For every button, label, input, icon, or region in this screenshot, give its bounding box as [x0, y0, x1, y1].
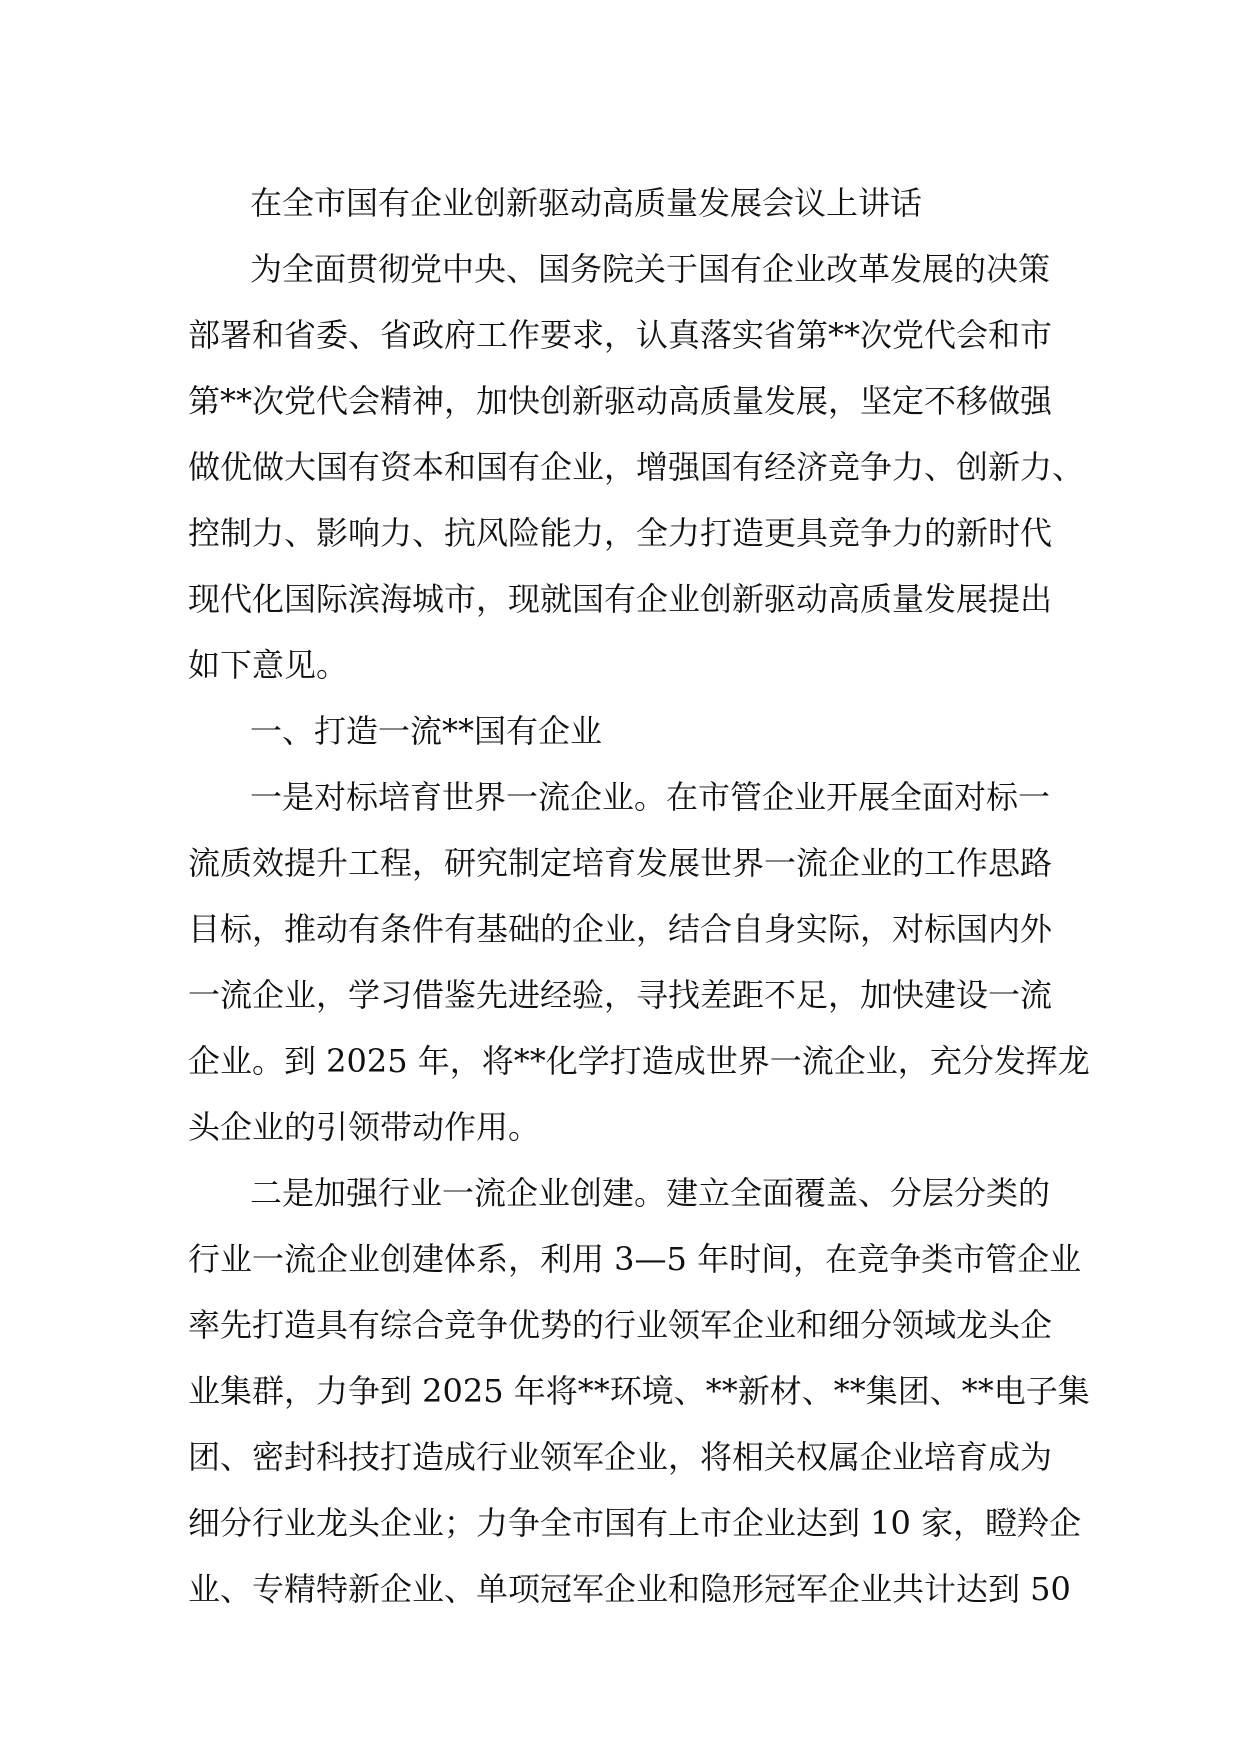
paragraph-line: 率先打造具有综合竞争优势的行业领军企业和细分领域龙头企 [188, 1306, 1053, 1344]
paragraph-line: 一是对标培育世界一流企业。在市管企业开展全面对标一 [250, 778, 1051, 816]
paragraph-line: 头企业的引领带动作用。 [188, 1108, 541, 1146]
paragraph-line: 部署和省委、省政府工作要求，认真落实省第**次党代会和市 [188, 316, 1053, 354]
document-page [188, 170, 1090, 1622]
paragraph-line: 第**次党代会精神，加快创新驱动高质量发展，坚定不移做强 [188, 382, 1053, 420]
paragraph-line: 企业。到 2025 年，将**化学打造成世界一流企业，充分发挥龙 [188, 1042, 1090, 1080]
paragraph-line: 业集群，力争到 2025 年将**环境、**新材、**集团、**电子集 [188, 1372, 1090, 1410]
paragraph-line: 目标，推动有条件有基础的企业，结合自身实际，对标国内外 [188, 910, 1053, 948]
paragraph-line: 为全面贯彻党中央、国务院关于国有企业改革发展的决策 [250, 250, 1051, 288]
document-title: 在全市国有企业创新驱动高质量发展会议上讲话 [250, 184, 923, 222]
paragraph-line: 控制力、影响力、抗风险能力，全力打造更具竞争力的新时代 [188, 514, 1053, 552]
paragraph-line: 二是加强行业一流企业创建。建立全面覆盖、分层分类的 [250, 1174, 1051, 1212]
paragraph-line: 如下意见。 [188, 646, 349, 684]
paragraph-line: 做优做大国有资本和国有企业，增强国有经济竞争力、创新力、 [188, 448, 1085, 486]
paragraph-line: 业、专精特新企业、单项冠军企业和隐形冠军企业共计达到 50 [188, 1570, 1071, 1608]
section-heading: 一、打造一流**国有企业 [250, 712, 603, 750]
paragraph-line: 团、密封科技打造成行业领军企业，将相关权属企业培育成为 [188, 1438, 1053, 1476]
paragraph-line: 现代化国际滨海城市，现就国有企业创新驱动高质量发展提出 [188, 580, 1053, 618]
paragraph-line: 流质效提升工程，研究制定培育发展世界一流企业的工作思路 [188, 844, 1053, 882]
paragraph-line: 行业一流企业创建体系，利用 3—5 年时间，在竞争类市管企业 [188, 1240, 1082, 1278]
paragraph-line: 一流企业，学习借鉴先进经验，寻找差距不足，加快建设一流 [188, 976, 1053, 1014]
paragraph-line: 细分行业龙头企业；力争全市国有上市企业达到 10 家，瞪羚企 [188, 1504, 1082, 1542]
